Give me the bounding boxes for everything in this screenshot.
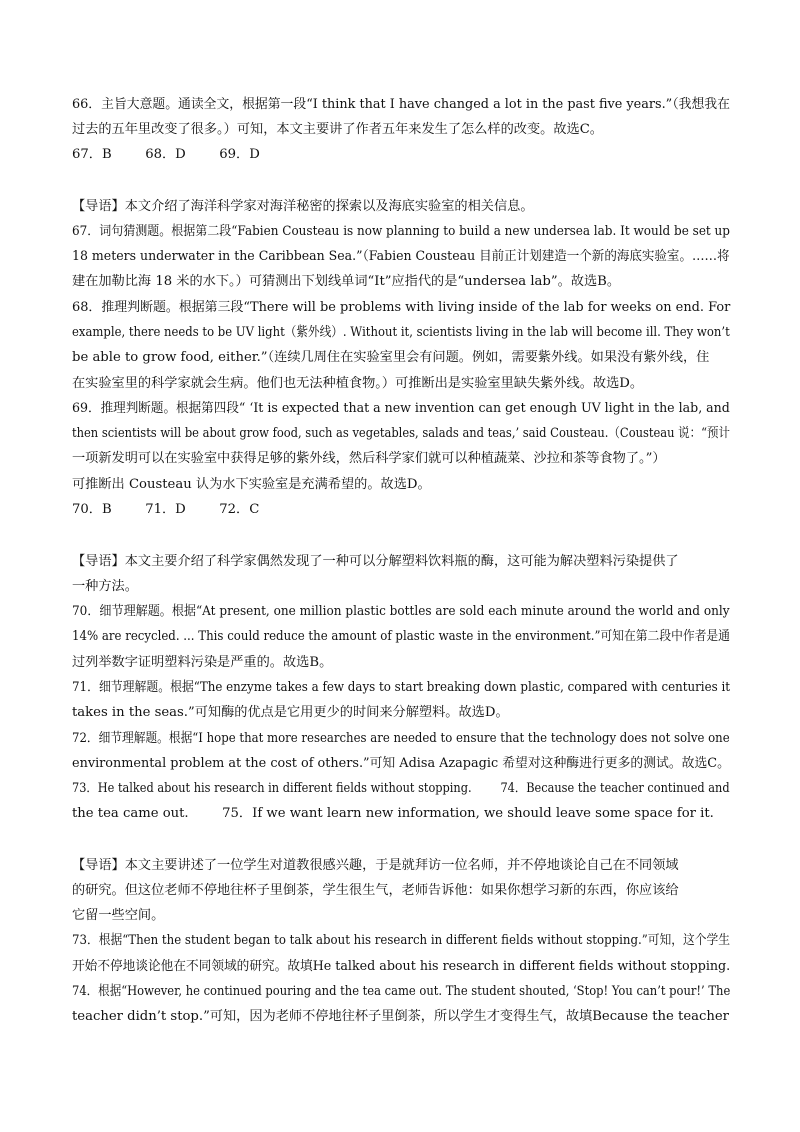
text-line: 69．推理判断题。根据第四段“ ‘It is expected that a new invention can get enough UV light in the lab, and (72, 401, 730, 416)
answer-line: the tea came out. 75．If we want learn new information, we should leave some space for it. (72, 806, 714, 821)
text-line: 74．根据“However, he continued pouring and the tea came out. The student shouted, ‘Stop! You can’t pour!’ The (72, 984, 731, 999)
text-line: 一种方法。 (72, 579, 138, 594)
text-line: 18 meters underwater in the Caribbean Sea.”（Fabien Cousteau 目前正计划建造一个新的海底实验室。……将 (72, 249, 730, 264)
answer-line: 73．He talked about his research in different fields without stopping. 74．Because the teacher continued and (72, 781, 730, 796)
text-line: 72．细节理解题。根据“I hope that more researches are needed to ensure that the technology does not solve one (72, 731, 730, 746)
text-line: teacher didn’t stop.”可知，因为老师不停地往杯子里倒茶，所以学生才变得生气，故填Because the teacher (72, 1009, 729, 1024)
text-line: 67．词句猜测题。根据第二段“Fabien Cousteau is now planning to build a new undersea lab. It would be set up (72, 224, 730, 239)
answer-line: 67．B 68．D 69．D (72, 147, 260, 162)
text-line: then scientists will be about grow food, such as vegetables, salads and teas,’ said Cousteau.（Cousteau 说：“预计 (72, 426, 730, 441)
text-line: takes in the seas.”可知酶的优点是它用更少的时间来分解塑料。故选D。 (72, 705, 509, 720)
guide-line: 【导语】本文主要讲述了一位学生对道教很感兴趣，于是就拜访一位名师，并不停地谈论自己在不同领域 (72, 858, 679, 873)
text-line: 66．主旨大意题。通读全文，根据第一段“I think that I have changed a lot in the past five years.”（我想我在 (72, 97, 730, 112)
guide-line: 【导语】本文主要介绍了科学家偶然发现了一种可以分解塑料饮料瓶的酶，这可能为解决塑料污染提供了 (72, 554, 679, 569)
text-line: 在实验室里的科学家就会生病。他们也无法种植食物。）可推断出是实验室里缺失紫外线。故选D。 (72, 376, 644, 391)
text-line: 开始不停地谈论他在不同领域的研究。故填He talked about his research in different fields without stopping. (72, 959, 731, 974)
text-line: 它留一些空间。 (72, 908, 165, 923)
text-line: 73．根据“Then the student began to talk about his research in different fields without stopping.”可知，这个学生 (72, 933, 731, 948)
text-line: 71．细节理解题。根据“The enzyme takes a few days to start breaking down plastic, compared with centuries it (72, 680, 731, 695)
text-line: 过去的五年里改变了很多。）可知，本文主要讲了作者五年来发生了怎么样的改变。故选C。 (72, 122, 603, 137)
text-line: 68．推理判断题。根据第三段“There will be problems with living inside of the lab for weeks on end. For (72, 300, 731, 315)
text-line: 可推断出 Cousteau 认为水下实验室是充满希望的。故选D。 (72, 477, 431, 492)
text-line: be able to grow food, either.”（连续几周住在实验室里会有问题。例如，需要紫外线。如果没有紫外线，住 (72, 350, 710, 365)
text-line: 一项新发明可以在实验室中获得足够的紫外线，然后科学家们就可以种植蔬菜、沙拉和茶等食物了。”） (72, 451, 666, 466)
text-line: 建在加勒比海 18 米的水下。）可猜测出下划线单词“It”应指代的是“undersea lab”。故选B。 (72, 274, 621, 289)
text-line: 14% are recycled. ... This could reduce the amount of plastic waste in the environment.”可知在第二段中作者是通 (72, 629, 730, 644)
answer-line: 70．B 71．D 72．C (72, 502, 260, 517)
text-line: environmental problem at the cost of others.”可知 Adisa Azapagic 希望对这种酶进行更多的测试。故选C。 (72, 756, 730, 771)
text-line: 过列举数字证明塑料污染是严重的。故选B。 (72, 655, 333, 670)
text-line: example, there needs to be UV light（紫外线）. Without it, scientists living in the lab will become ill. They won’t (72, 325, 730, 340)
guide-line: 【导语】本文介绍了海洋科学家对海洋秘密的探索以及海底实验室的相关信息。 (72, 199, 534, 214)
text-line: 的研究。但这位老师不停地往杯子里倒茶，学生很生气，老师告诉他：如果你想学习新的东西，你应该给 (72, 883, 679, 898)
text-line: 70．细节理解题。根据“At present, one million plastic bottles are sold each minute around the world and only (72, 604, 730, 619)
